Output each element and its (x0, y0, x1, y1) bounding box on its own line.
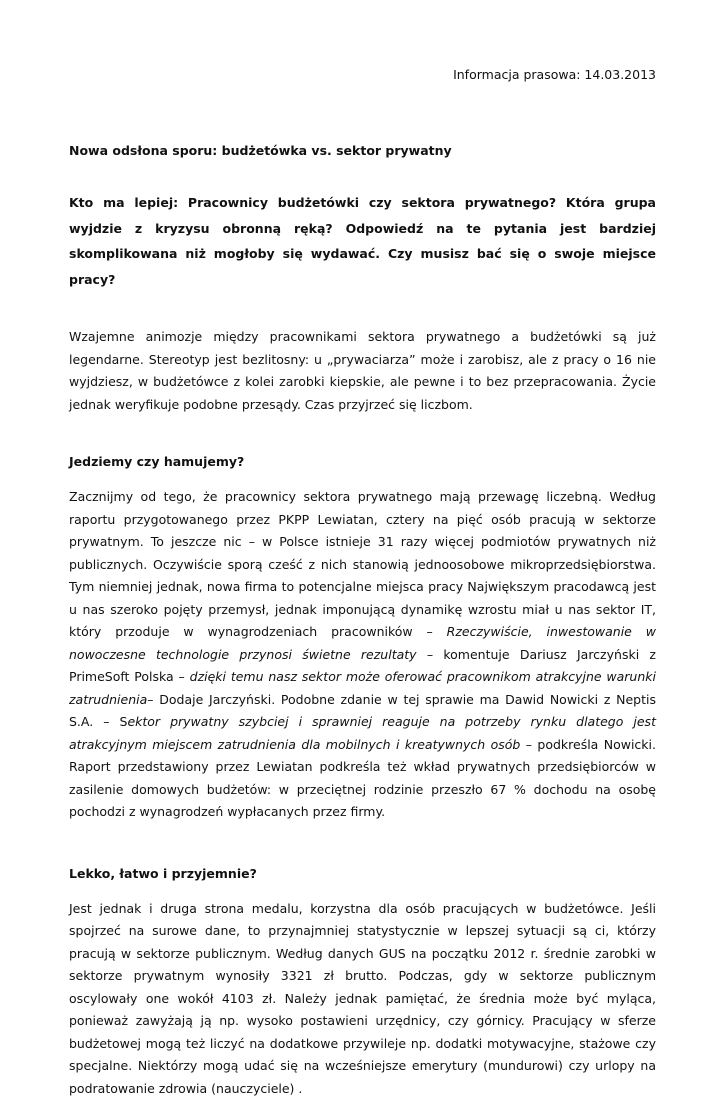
section-1-paragraph (69, 486, 656, 824)
section-2-paragraph: Jest jednak i druga strona medalu, korzystna dla osób pracujących w budżetówce. Jeśli spojrzeć na surowe dane, to przynajmniej statystycznie w lepszej sytuacji są ci, którzy pracują w sektorze publicznym. Według danych GUS na początku 2012 r. średnie zarobki w sektorze prywatnym wynosiły 3321 zł brutto. Podczas, gdy w sektorze publicznym oscylowały one wokół 4103 zł. Należy jednak pamiętać, że średnia może być myląca, ponieważ zawyżają ją np. wysoko postawieni urzędnicy, czy górnicy. Pracujący w sferze budżetowej mogą też liczyć na dodatkowe przywileje np. dodatki motywacyjne, stażowe czy specjalne. Niektórzy mogą udać się na wcześniejsze emerytury (mundurowi) czy urlopy na podratowanie zdrowia (nauczyciele) . (69, 898, 656, 1100)
press-release-date: Informacja prasowa: 14.03.2013 (453, 67, 656, 82)
quote-jarczynski-2: – dzięki temu nasz sektor może oferować pracownikom atrakcyjne warunki zatrudnienia (69, 669, 656, 707)
article (69, 141, 656, 1100)
article-title: Nowa odsłona sporu: budżetówka vs. sektor prywatny (69, 141, 656, 161)
section-1-text-4: – podkreśla Nowicki. Raport przedstawiony przez Lewiatan podkreśla też wkład prywatnych przedsiębiorców w zasilenie domowych budżetów: w przeciętnej rodzinie przeszło 67 % dochodu na osobę pochodzi z wynagrodzeń wypłacanych przez firmy. (69, 737, 656, 820)
section-1-text-3: – Dodaje Jarczyński. Podobne zdanie w tej sprawie ma Dawid Nowicki z Neptis S.A. – S (69, 692, 656, 730)
section-heading-1: Jedziemy czy hamujemy? (69, 452, 656, 472)
quote-nowicki: ektor prywatny szybciej i sprawniej reaguje na potrzeby rynku dlatego jest atrakcyjnym miejscem zatrudnienia dla mobilnych i kreatywnych osób (69, 714, 656, 752)
article-lead: Kto ma lepiej: Pracownicy budżetówki czy sektora prywatnego? Która grupa wyjdzie z kryzysu obronną ręką? Odpowiedź na te pytania jest bardziej skomplikowana niż mogłoby się wydawać. Czy musisz bać się o swoje miejsce pracy? (69, 190, 656, 292)
quote-jarczynski-1: Rzeczywiście, inwestowanie w nowoczesne technologie przynosi świetne rezultaty (69, 624, 656, 662)
intro-paragraph: Wzajemne animozje między pracownikami sektora prywatnego a budżetówki są już legendarne. Stereotyp jest bezlitosny: u „prywaciarza” może i zarobisz, ale z pracy o 16 nie wyjdziesz, w budżetówce z kolei zarobki kiepskie, ale pewne i to bez przepracowania. Życie jednak weryfikuje podobne przesądy. Czas przyjrzeć się liczbom. (69, 326, 656, 416)
section-1-text-1: Zacznijmy od tego, że pracownicy sektora prywatnego mają przewagę liczebną. Według raportu przygotowanego przez PKPP Lewiatan, cztery na pięć osób pracują w sektorze prywatnym. To jeszcze nic – w Polsce istnieje 31 razy więcej podmiotów prywatnych niż publicznych. Oczywiście sporą cześć z nich stanowią jednoosobowe mikroprzedsiębiorstwa. Tym niemniej jednak, nowa firma to potencjalne miejsca pracy Największym pracodawcą jest u nas szeroko pojęty przemysł, jednak imponującą dynamikę wzrostu miał u nas sektor IT, który przoduje w wynagrodzeniach pracowników – (69, 489, 656, 639)
section-heading-2: Lekko, łatwo i przyjemnie? (69, 864, 656, 884)
section-1-text-2: – komentuje Dariusz Jarczyński z PrimeSoft Polska (69, 647, 656, 685)
